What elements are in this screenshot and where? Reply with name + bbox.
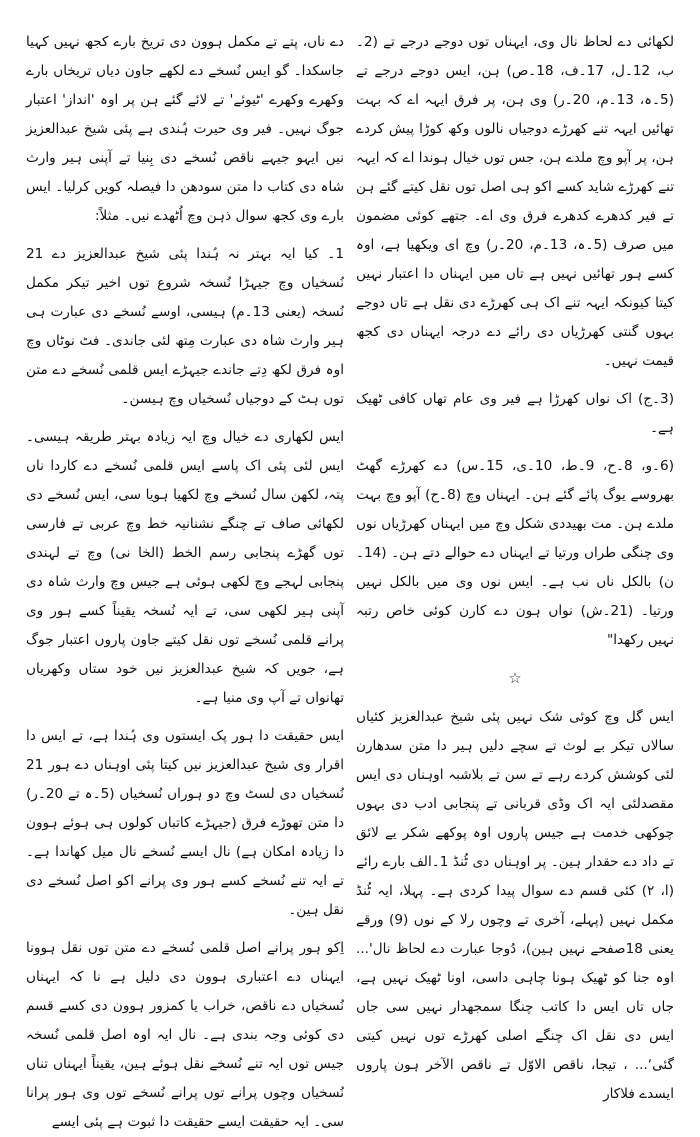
paragraph: ایس حقیقت دا ہور پک ایستوں وی ہُندا ہے، تے ایس دا اقرار وی شیخ عبدالعزیز نیں کیتا پئی اوہناں دے ہور 21 نُسخیاں دی لسٹ وچ دو ہوراں نُسخیاں (5۔ہ تے 20۔ر) دا متن تھوڑے فرق (جیہڑے کاتباں کولوں ہی ہوئے ہوون دا زیادہ امکان ہے) نال ایسے نُسخے نال میل کھاندا ہے۔ تے ایہ تنے نُسخے کسے ہور وی پرانے اکو اصل نُسخے دی نقل ہین۔ (26, 728, 344, 918)
paragraph: لکھائی دے لحاظ نال وی، ایہناں توں دوجے درجے تے (2۔ب، 12۔ل، 17۔ف، 18۔ص) ہن، ایس دوجے درجے تے (5۔ہ، 13۔م، 20۔ر) وی ہن، پر فرق ایہہ اے کہ بہت تھائیں ایہہ تنے کھرڑے دوجیاں نالوں وکھ کوڑا پیش کردے ہن، پر آپو وچ ملدے ہن، جس توں خیال ہوندا اے کہ ایہہ تنے کھرڑے شاید کسے اکو ہی اصل توں نقل کیتے گئے ہن تے فیر کدھرے کدھرے فرق وی اے۔ جتھے کوئی مضمون میں صرف (5۔ہ، 13۔م، 20۔ر) وچ ای ویکھیا ہے، اوہ کسے ہور تھائیں نہیں ہے تاں میں ایہناں دا اعتبار نہیں کیتا کیونکہ ایہہ تنے اک ہی کھرڑے دی نقل ہے تاں دوجے بہوں گنتی کھرڑیاں دی رائے دے درجہ ایہناں دی کجھ قیمت نہیں۔ (356, 34, 675, 369)
paragraph: ایس لکھاری دے خیال وچ ایہ زیادہ بہتر طریقہ ہیسی۔ ایس لئی پئی اک پاسے ایس قلمی نُسخے دے کاردا ناں پتہ، لکھن سال نُسخے وچ لکھیا ہویا سی، ایس نُسخے دی لکھائی صاف تے چنگے نشنانیہ خط وچ عربی تے فارسی توں گھڑے پنجابی رسم الخط (الخا نی) وچ تے لہندی پنجابی لہجے وچ لکھی ہوئی ہے جیس وچ وارث شاہ دی آپنی ہیر لکھی سی، تے ایہ نُسخہ یقیناً کسے ہور وی پرانے قلمی نُسخے توں نقل کیتے جاون پاروں اعتبار جوگ ہے، جویں کہ شیخ عبدالعزیز نیں خود ستاں وکھریاں تھانواں تے آپ وی منیا ہے۔ (26, 429, 344, 706)
paragraph: (6۔و، 8۔ح، 9۔ط، 10۔ی، 15۔س) دے کھرڑے گھٹ بھروسے یوگ پائے گئے ہن۔ ایہناں وچ (8۔ح) آپو وچ بہت ملدے ہن۔ مت بھیددی شکل وچ میں ایہناں کھرڑیاں نوں وی چنگی طراں ورتیا تے ایہناں دے حوالے دتے ہن۔ (14۔ن) بالکل ناں نب ہے۔ ایس نوں وی میں بالکل نہیں ورتیا۔ (21۔ش) نواں ہون دے کارن کوئی خاص رتبہ نہیں رکھدا" (356, 458, 675, 648)
paragraph: ایس گل وچ کوئی شک نہیں پئی شیخ عبدالعزیز کئیاں سالاں تیکر بے لوث تے سچے دلیں ہیر دا متن سدھارن لئی کوشش کردے رہے تے سن تے بلاشبہ اوہناں دی ایس مقصدلئی ایہ اک وڈی قربانی تے پنجابی ادب دی بہوں چوکھی خدمت ہے جیس پاروں اوہ پوکھے شکر یے لائق تے داد دے حقدار ہین۔ پر اوہناں دی ٹُنڈ 1۔الف بارے رائے (ا، ۲) کئی قسم دے سوال پیدا کردی ہے۔ پہلا، ایہ ٹُنڈ مکمل نہیں (پہلے، آخری تے وچوں رلا کے نوں (9) ورقے یعنی 18صفحے نہیں ہین)، دُوجا عبارت دے لحاظ نال'... اوہ جنا کو ٹھیک ہونا چاہی داسی، اونا ٹھیک نہیں ہے، جاں تاں ایس دا کاتب چنگا سمجھدار نہیں سی جاں ایس دی نقل اک چنگے اصلی کھرڑے توں نہیں کیتی گئی‘... ، تیجا، ناقص الاوّل تے ناقص الآخر ہون پاروں ایسدے فلاکار (356, 709, 675, 1102)
paragraph: اِکو ہور پرانے اصل قلمی نُسخے دے متن توں نقل ہوونا ایہناں دے اعتباری ہوون دی دلیل ہے نا کہ ایہناں نُسخیاں دے ناقص، خراب یا کمزور ہوون دی کسے قسم دی کوئی وجہ بندی ہے۔ نال ایہ اوہ اصل قلمی نُسخہ جیس توں ایہ تنے نُسخے نقل ہوئے ہین، یقیناً ایہناں تناں نُسخیاں وچوں پرانے توں پرانے نُسخے توں وی ہور پرانا سی۔ ایہ حقیقت ایسے حقیقت دا ثبوت ہے پئی ایسے (26, 940, 344, 1130)
paragraph: 1۔ کیا ایہ بہتر نہ ہُندا پئی شیخ عبدالعزیز دے 21 نُسخیاں وچ جیہڑا نُسخہ شروع توں اخیر تیکر مکمل نُسخہ (یعنی 13۔م) ہیسی، اوسے نُسخے دی عبارت ہی ہیر وارث شاہ دی عبارت مِتھ لئی جاندی۔ فٹ نوٹاں وچ اوہ فرق لکھ دِتے جاندے جیہڑے ایس قلمی نُسخے دے متن توں ہٹ کے دوجیاں نُسخیاں وچ ہیسن۔ (26, 246, 345, 407)
section-separator-star-icon: ☆ (508, 669, 522, 687)
left-column (26, 28, 344, 1137)
right-column (356, 28, 674, 1109)
paragraph: (3۔ج) اک نواں کھرڑا ہے فیر وی عام تھاں کافی ٹھیک ہے۔ (356, 391, 674, 436)
paragraph: دے ناں، پتے تے مکمل ہوون دی تریخ بارے کجھ نہیں کہیا جاسکدا۔ گو ایس نُسخے دے لکھے جاون دیاں تریخاں بارے وکھرے وکھرے 'ٹیوئے' تے لائے گئے ہن پر اوہ 'انداز' اعتبار جوگ نہیں۔ فیر وی حیرت ہُندی ہے پئی شیخ عبدالعزیز نیں ایہو جیہے ناقص نُسخے دی بِنیا تے آپنی ہیر وارث شاہ دی کتاب دا متن سودھن دا فیصلہ کویں کرلیا۔ ایس بارے وی کجھ سوال ذہن وچ اُٹھدے نیں۔ مثلاً: (26, 34, 344, 224)
